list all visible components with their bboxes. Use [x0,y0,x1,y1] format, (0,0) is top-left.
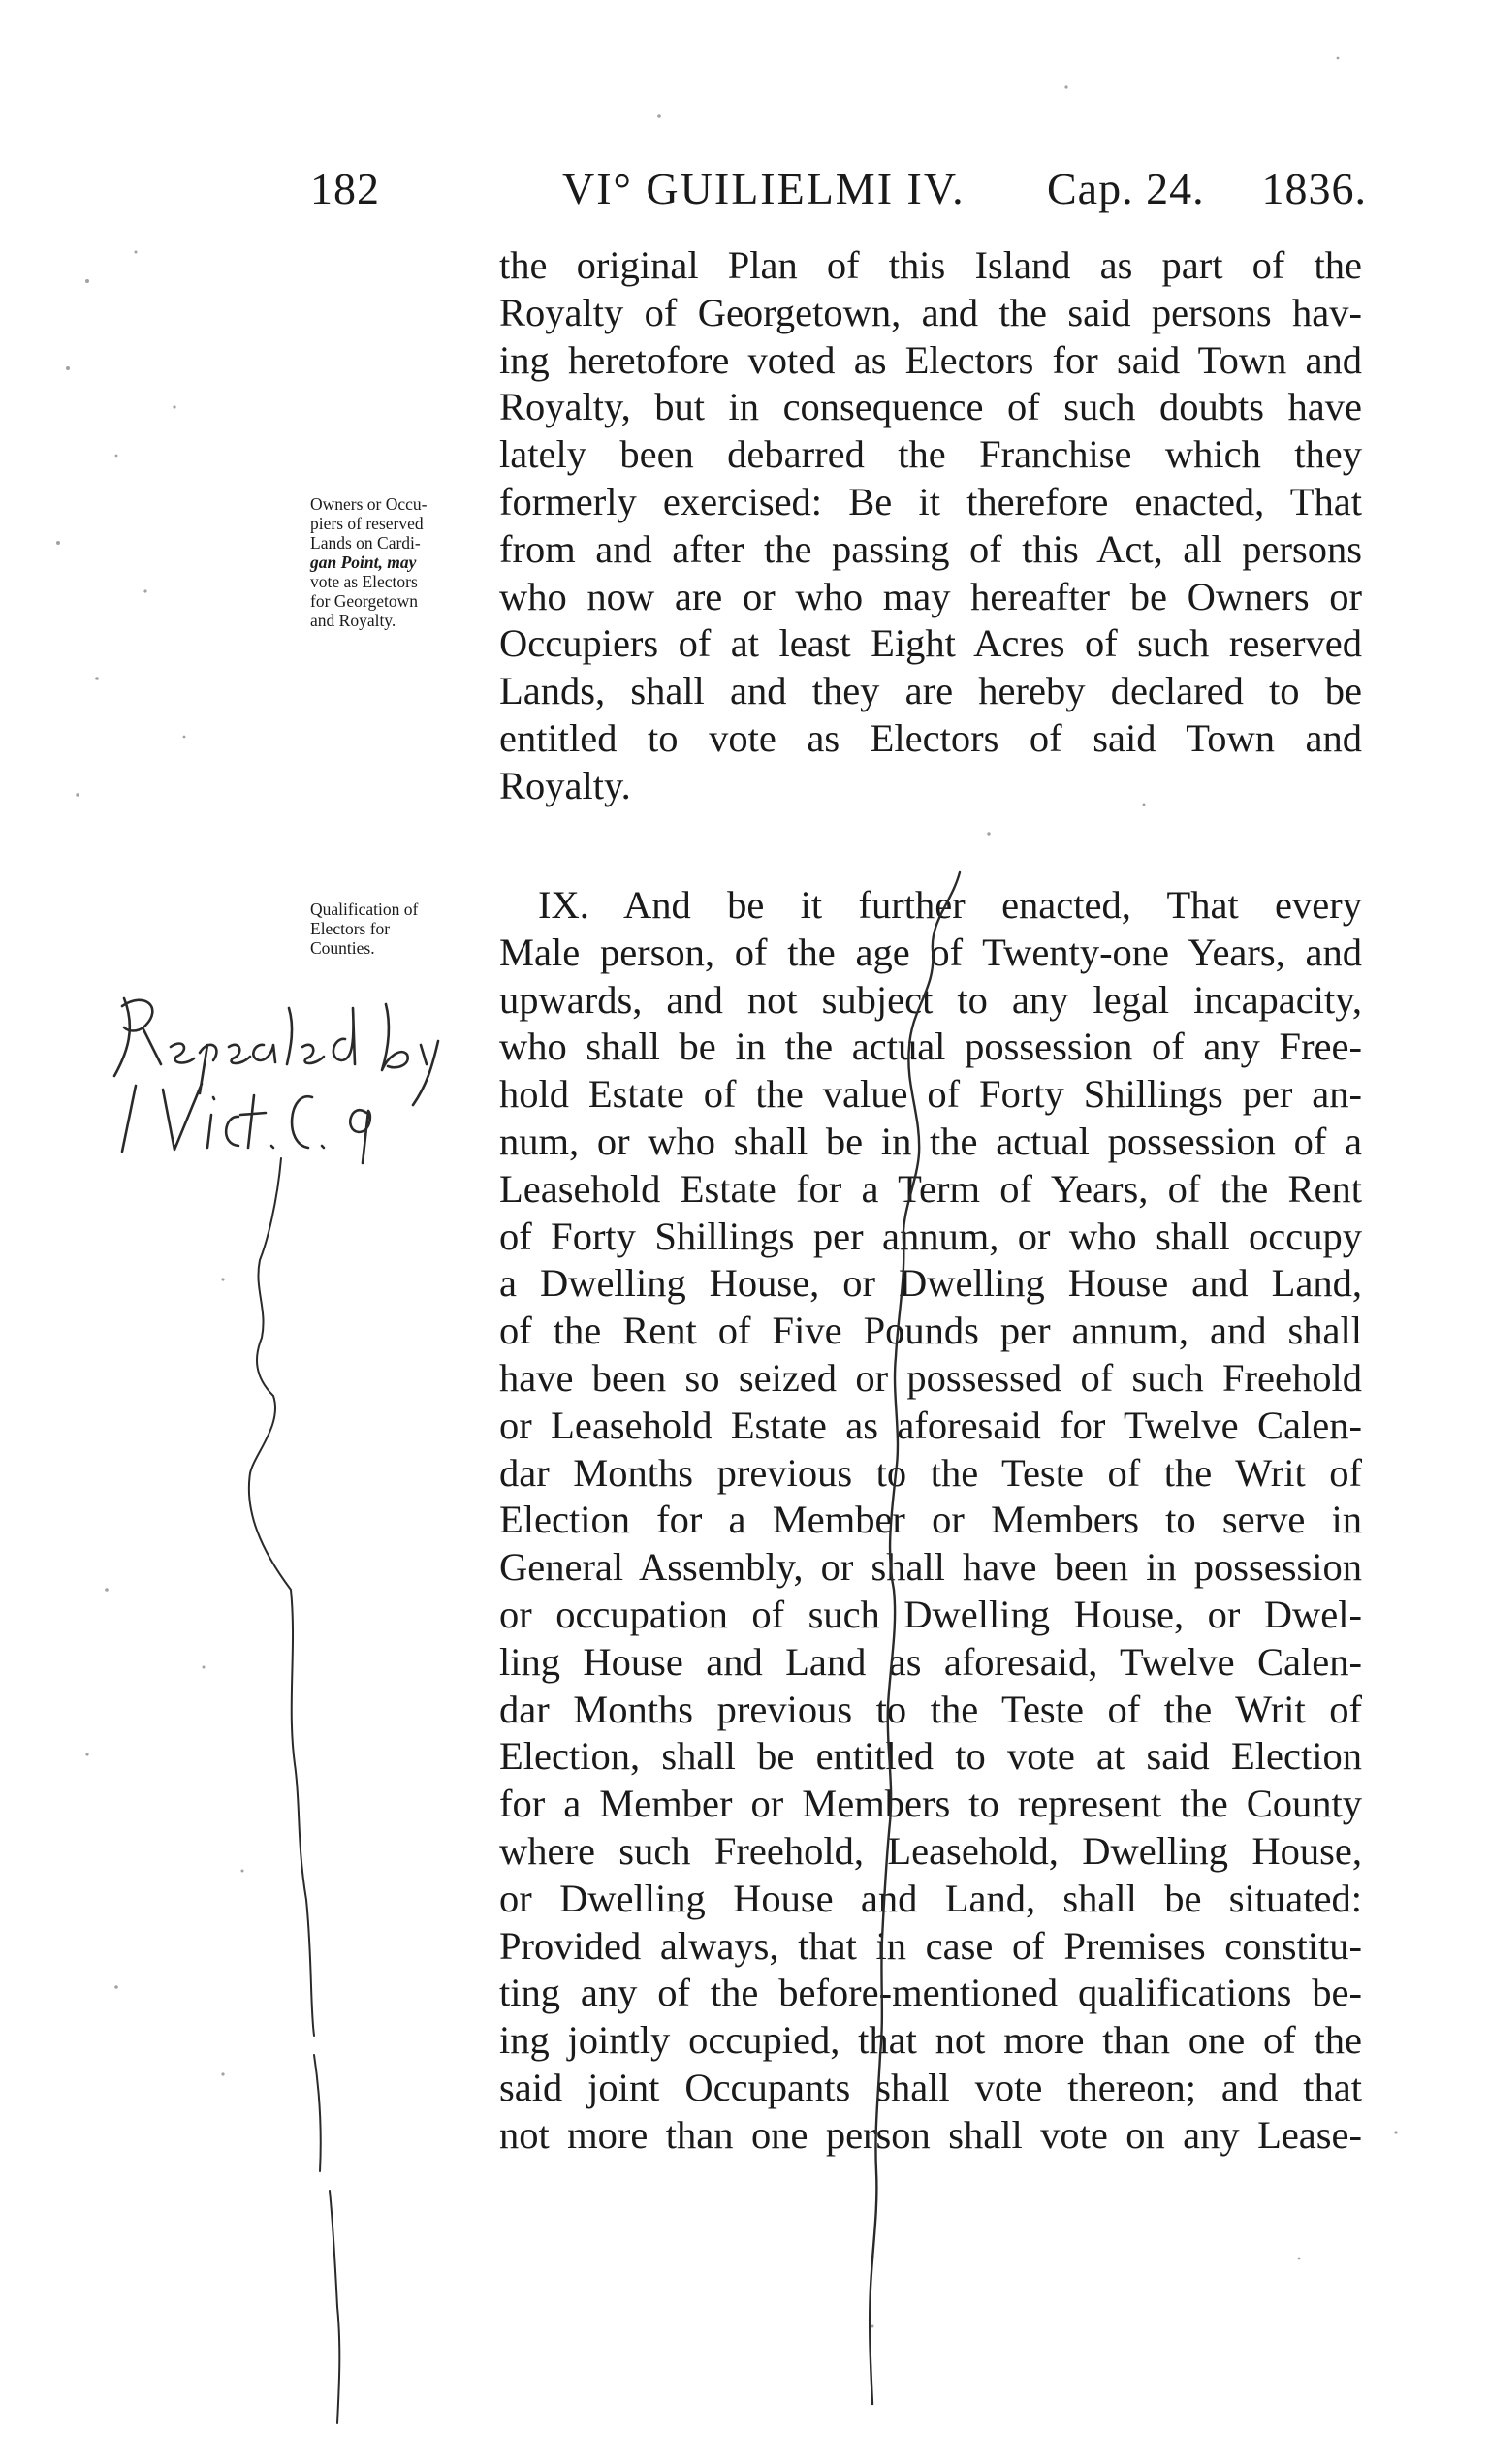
text-line: have been so seized or possessed of such Freehold [499,1355,1362,1400]
text-line: lately been debarred the Franchise which they [499,432,1362,477]
text-line: said joint Occupants shall vote thereon; and that [499,2065,1362,2109]
text-line: or Dwelling House and Land, shall be situated: [499,1876,1362,1920]
text-line: of Forty Shillings per annum, or who shall occupy [499,1214,1362,1258]
speck [871,2325,874,2328]
text-line: Election, shall be entitled to vote at said Election [499,1734,1362,1779]
speck [1298,2258,1301,2260]
text-line: ing jointly occupied, that not more than one of the [499,2018,1362,2063]
speck [135,251,138,254]
text-line: Provided always, that in case of Premises constitu- [499,1923,1362,1968]
text-line: entitled to vote as Electors of said Town and [499,715,1362,760]
speck [657,114,661,118]
margin-note-line: Qualification of [310,900,419,919]
chapter-label: Cap. 24. [1047,164,1205,213]
text-line: Royalty. [499,763,631,807]
speck [1337,57,1340,60]
speck [183,736,186,739]
speck [95,677,99,680]
speck [203,1666,206,1669]
text-line: for a Member or Members to represent the County [499,1782,1362,1826]
text-line: Leasehold Estate for a Term of Years, of the Rent [499,1166,1362,1211]
text-line: who shall be in the actual possession of any Free- [499,1025,1362,1069]
text-line: ing heretofore voted as Electors for said Town and [499,337,1362,382]
speck [221,2072,224,2075]
text-line: from and after the passing of this Act, all persons [499,526,1362,571]
speck [85,279,89,283]
speck [987,832,990,835]
margin-note-line: Counties. [310,938,375,958]
margin-note-line: for Georgetown [310,591,418,611]
text-line: General Assembly, or shall have been in possession [499,1545,1362,1590]
text-line: the original Plan of this Island as part of the [499,243,1362,287]
margin-note-line: Lands on Cardi- [310,533,421,553]
text-line: upwards, and not subject to any legal incapacity, [499,977,1362,1022]
text-line: not more than one person shall vote on any Lease- [499,2112,1362,2157]
speck [114,1985,118,1989]
margin-note-line: Electors for [310,919,391,938]
speck [221,1278,224,1280]
speck [66,366,70,370]
text-line: of the Rent of Five Pounds per annum, and shall [499,1309,1362,1353]
text-line: or occupation of such Dwelling House, or Dwel- [499,1592,1362,1636]
speck [1064,85,1067,88]
text-line: who now are or who may hereafter be Owners or [499,574,1362,618]
speck [105,1588,109,1592]
margin-note-line: vote as Electors [310,572,418,591]
text-line: Royalty of Georgetown, and the said persons hav- [499,290,1362,334]
speck [1394,2131,1397,2133]
text-line: ling House and Land as aforesaid, Twelve Calen- [499,1639,1362,1684]
text-line: dar Months previous to the Teste of the Writ of [499,1450,1362,1495]
text-line: ting any of the before-mentioned qualifications be- [499,1971,1362,2015]
speck [85,1753,88,1755]
section-heading-line: IX. And be it further enacted, That every [538,883,1362,927]
text-line: a Dwelling House, or Dwelling House and Land, [499,1261,1362,1306]
speck [241,1870,244,1873]
running-title: VI° GUILIELMI IV. [562,164,966,213]
text-line: Election for a Member or Members to serve in [499,1498,1362,1542]
text-line: or Leasehold Estate as aforesaid for Twelve Calen- [499,1403,1362,1447]
speck [143,589,146,592]
text-line: num, or who shall be in the actual possession of a [499,1119,1362,1163]
speck [76,793,79,796]
text-line: where such Freehold, Leasehold, Dwelling House, [499,1828,1362,1873]
margin-note-line: and Royalty. [310,611,396,630]
year-label: 1836. [1261,164,1367,213]
text-line: Lands, shall and they are hereby declared to be [499,669,1362,713]
text-line: Royalty, but in consequence of such doubts have [499,385,1362,429]
text-line: formerly exercised: Be it therefore enacted, That [499,479,1362,523]
speck [1143,804,1146,806]
text-line: Male person, of the age of Twenty-one Years, and [499,930,1362,974]
speck [56,541,60,545]
page-number: 182 [310,164,380,213]
margin-note-line: piers of reserved [310,514,424,533]
margin-note-line: Owners or Occu- [310,494,428,514]
text-line: dar Months previous to the Teste of the Writ of [499,1687,1362,1731]
margin-note-line: gan Point, may [310,553,417,572]
text-line: hold Estate of the value of Forty Shillings per an- [499,1072,1362,1117]
text-line: Occupiers of at least Eight Acres of such reserved [499,621,1362,666]
speck [115,455,118,458]
speck [173,405,175,408]
